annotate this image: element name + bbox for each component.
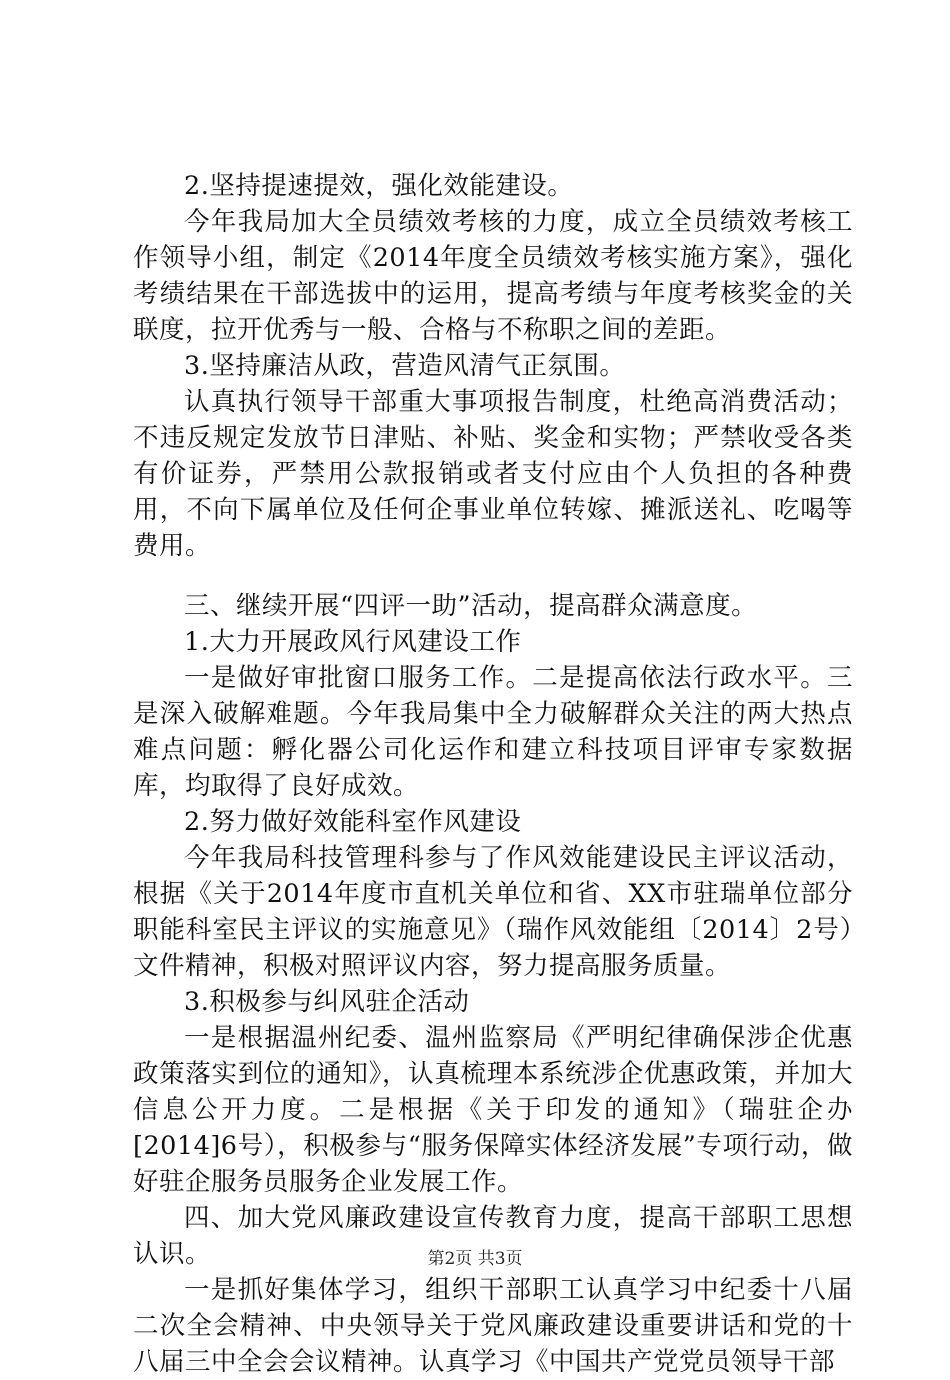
page-footer: 第2页 共3页 [427,1249,523,1269]
section-heading-four: 四、加大党风廉政建设宣传教育力度，提高干部职工思想认识。 [133,1203,853,1269]
heading-2: 2.坚持提速提效，强化效能建设。 [184,171,574,201]
paragraph: 一是抓好集体学习，组织干部职工认真学习中纪委十八届二次全会精神、中央领导关于党风廉政建设重要讲话和党的十八届三中全会会议精神。认真学习《中国共产党党员领导干部 [133,1275,853,1377]
paragraph: 今年我局加大全员绩效考核的力度，成立全员绩效考核工作领导小组，制定《2014年度全员绩效考核实施方案》，强化考绩结果在干部选拔中的运用，提高考绩与年度考核奖金的关联度，拉开优秀与一般、合格与不称职之间的差距。 [133,207,853,345]
section-gap [133,564,853,588]
subheading-2: 2.努力做好效能科室作风建设 [184,807,522,837]
paragraph: 今年我局科技管理科参与了作风效能建设民主评议活动，根据《关于2014年度市直机关单位和省、XX市驻瑞单位部分职能科室民主评议的实施意见》（瑞作风效能组〔2014〕2号）文件精神，积极对照评议内容，努力提高服务质量。 [133,843,853,981]
paragraph: 认真执行领导干部重大事项报告制度，杜绝高消费活动；不违反规定发放节日津贴、补贴、奖金和实物；严禁收受各类有价证券，严禁用公款报销或者支付应由个人负担的各种费用，不向下属单位及任何企事业单位转嫁、摊派送礼、吃喝等费用。 [133,387,853,561]
paragraph: 一是做好审批窗口服务工作。二是提高依法行政水平。三是深入破解难题。今年我局集中全力破解群众关注的两大热点难点问题：孵化器公司化运作和建立科技项目评审专家数据库，均取得了良好成效。 [133,663,853,801]
subheading-1: 1.大力开展政风行风建设工作 [184,627,522,657]
section-heading-three: 三、继续开展“四评一助”活动，提高群众满意度。 [184,591,758,621]
heading-3: 3.坚持廉洁从政，营造风清气正氛围。 [184,351,626,381]
paragraph: 一是根据温州纪委、温州监察局《严明纪律确保涉企优惠政策落实到位的通知》，认真梳理本系统涉企优惠政策，并加大信息公开力度。二是根据《关于印发的通知》（瑞驻企办[2014]6号），积极参与“服务保障实体经济发展”专项行动，做好驻企服务员服务企业发展工作。 [133,1023,853,1197]
document-body [133,168,853,1380]
subheading-3: 3.积极参与纠风驻企活动 [184,987,470,1017]
